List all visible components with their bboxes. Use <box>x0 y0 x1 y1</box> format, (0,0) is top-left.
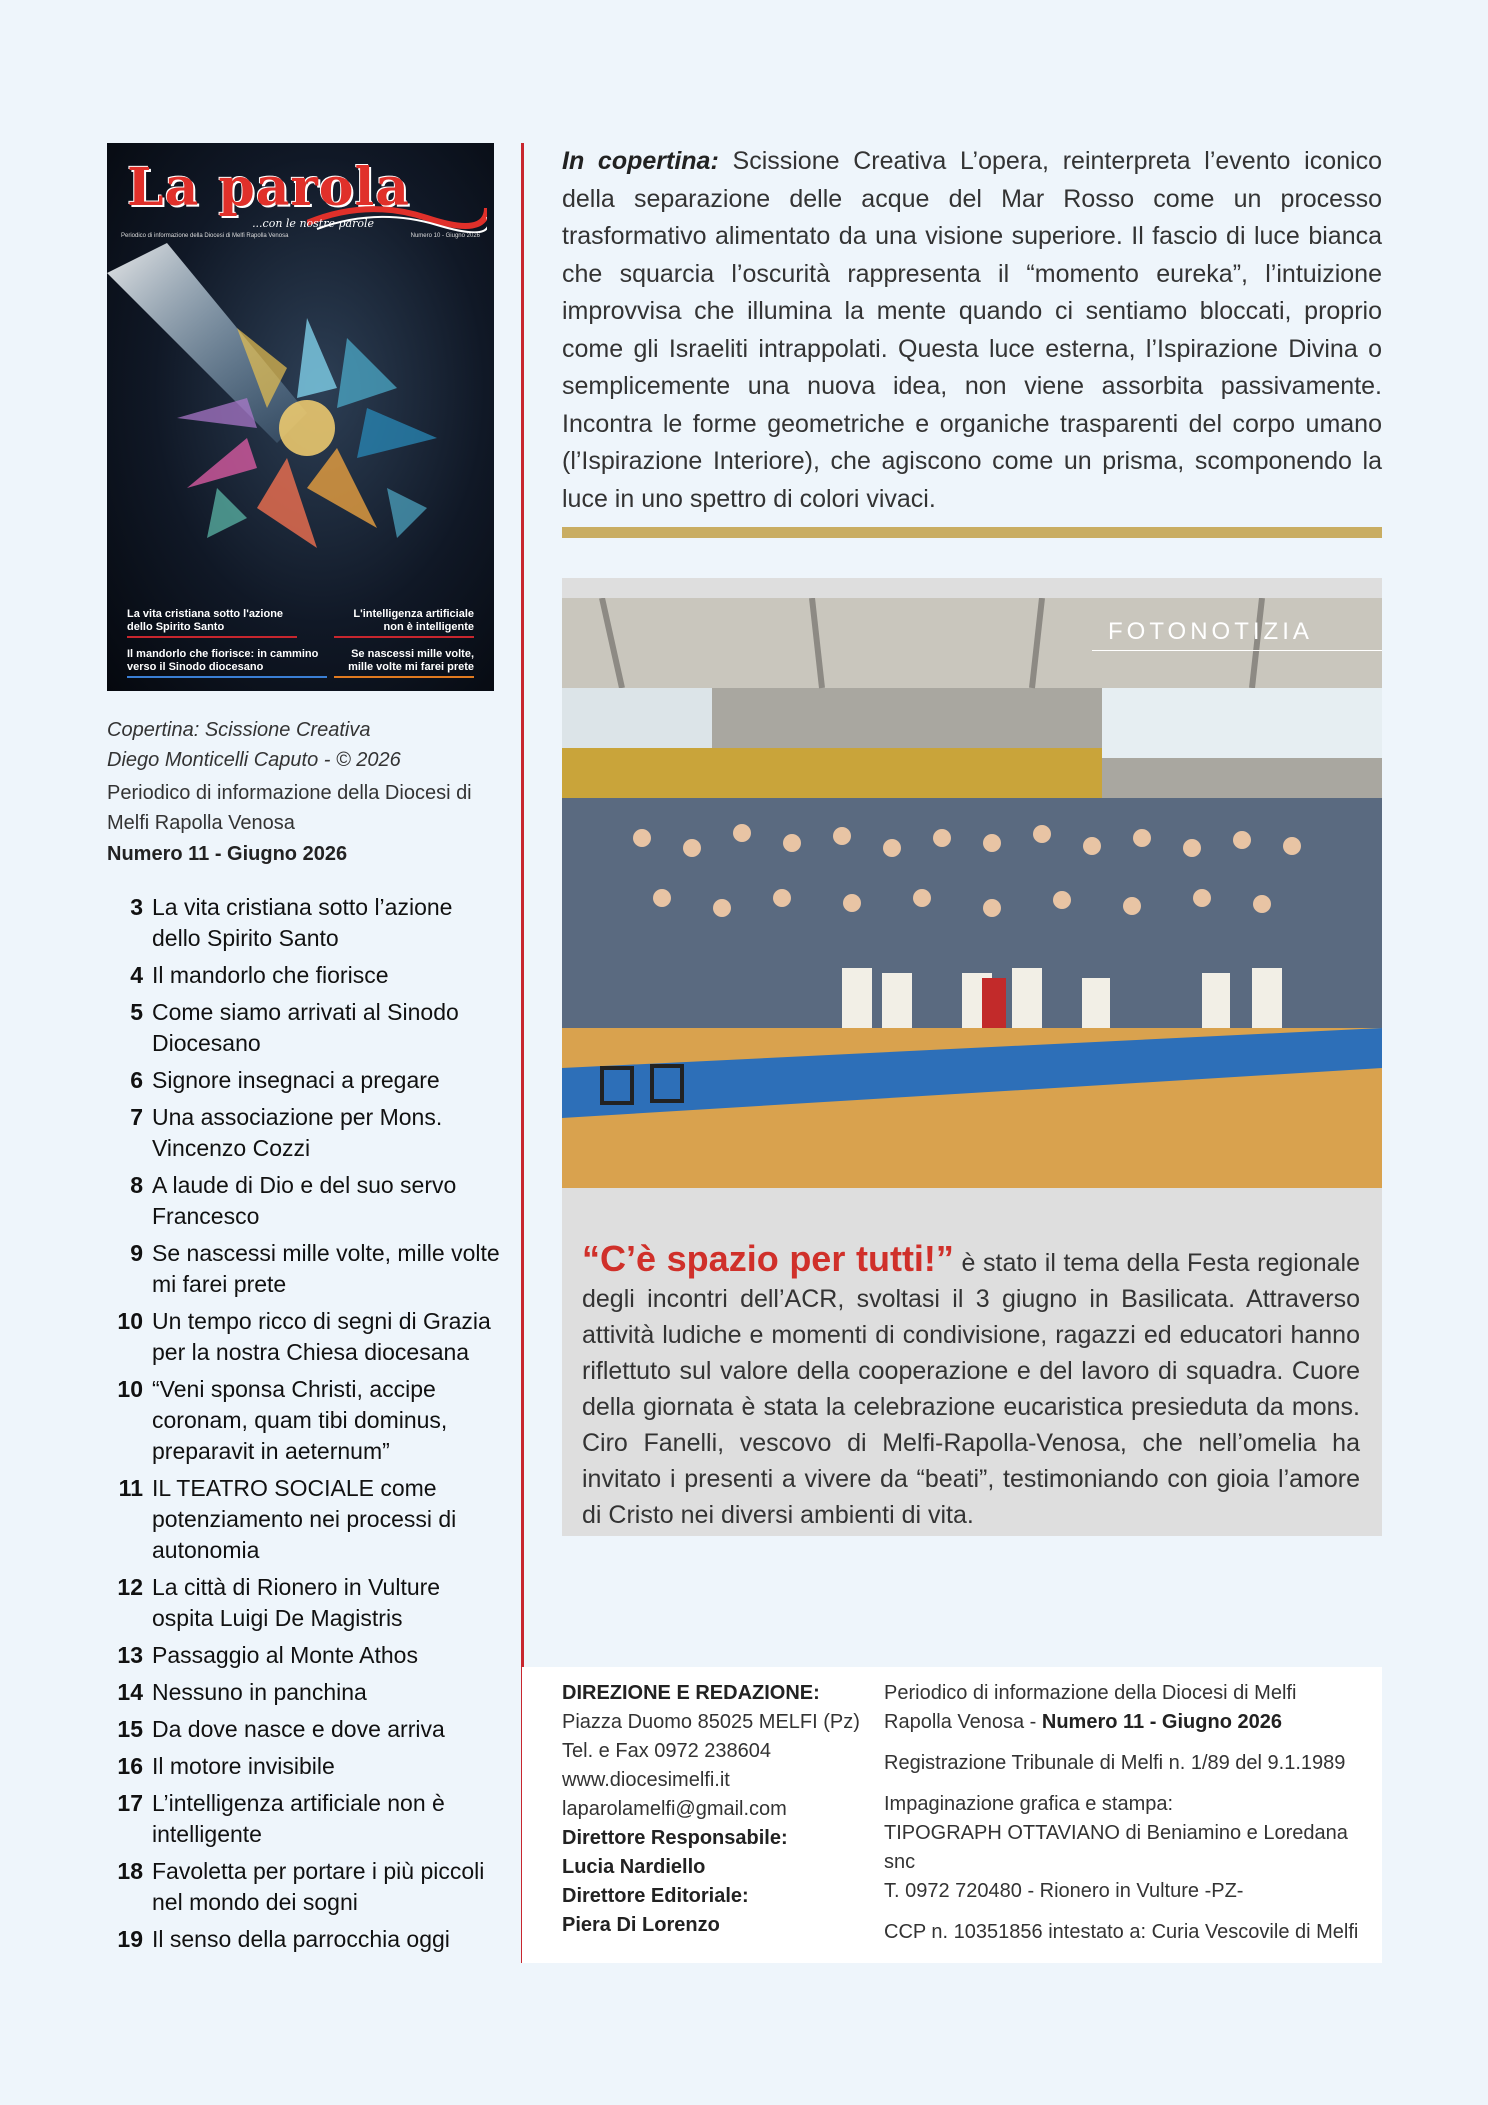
toc-title: Passaggio al Monte Athos <box>152 1642 418 1668</box>
toc-page-number: 17 <box>117 1790 143 1816</box>
toc-title: A laude di Dio e del suo servo Francesco <box>152 1172 457 1229</box>
toc-title: Una associazione per Mons. Vincenzo Cozzi <box>152 1104 443 1161</box>
cover-masthead: La parola <box>127 157 410 218</box>
toc-page-number: 9 <box>130 1240 143 1266</box>
toc-title: Come siamo arrivati al Sinodo Diocesano <box>152 999 459 1056</box>
toc-title: Nessuno in panchina <box>152 1679 367 1705</box>
toc-page-number: 19 <box>117 1926 143 1952</box>
cover-description-lead: In copertina: <box>562 147 719 175</box>
toc-item[interactable] <box>107 997 507 1059</box>
fotonotizia-body: è stato il tema della Festa regionale degli incontri dell’ACR, svoltasi il 3 giugno in Basilicata. Attraverso attività ludiche e momenti di condivisione, ragazzi ed educatori hanno riflettuto sul valore della cooperazione e del lavoro di squadra. Cuore della giornata è stata la celebrazione eucaristica presieduta da mons. Ciro Fanelli, vescovo di Melfi-Rapolla-Venosa, che nell’omelia ha invitato i presenti a vivere da “beati”, testimoniando con gioia l’amore di Cristo nei diversi ambienti di vita. <box>582 1249 1361 1529</box>
toc-page-number: 15 <box>117 1716 143 1742</box>
group-photo <box>562 598 1382 1188</box>
toc-title: Un tempo ricco di segni di Grazia per la nostra Chiesa diocesana <box>152 1308 491 1365</box>
toc-page-number: 12 <box>117 1574 143 1600</box>
toc-item[interactable] <box>107 1856 507 1918</box>
toc-page-number: 13 <box>117 1642 143 1668</box>
toc-item[interactable] <box>107 892 507 954</box>
dir-edit-name: Piera Di Lorenzo <box>562 1914 720 1936</box>
cover-description <box>562 143 1382 518</box>
cover-teaser-2: L'intelligenza artificiale non è intelligente <box>334 608 474 638</box>
toc-item[interactable] <box>107 1677 507 1708</box>
fotonotizia-box <box>562 578 1382 1536</box>
toc-title: Il mandorlo che fiorisce <box>152 962 389 988</box>
toc-title: La città di Rionero in Vulture ospita Luigi De Magistris <box>152 1574 441 1631</box>
cover-teaser-1: La vita cristiana sotto l'azione dello Spirito Santo <box>127 608 297 638</box>
prism-artwork <box>107 243 494 603</box>
fotonotizia-label: FOTONOTIZIA <box>1092 618 1382 651</box>
toc-page-number: 3 <box>130 894 143 920</box>
website-link[interactable]: www.diocesimelfi.it <box>562 1769 730 1791</box>
fotonotizia-text <box>582 1238 1361 1533</box>
toc-page-number: 8 <box>130 1172 143 1198</box>
cover-strip-right: Numero 10 - Giugno 2026 <box>410 233 480 239</box>
colophon-issue: Numero 11 - Giugno 2026 <box>1041 1711 1282 1733</box>
periodico-description: Periodico di informazione della Diocesi di Melfi Rapolla Venosa <box>107 782 472 834</box>
cover-credit-title: Copertina: Scissione Creativa <box>107 719 371 741</box>
dir-resp-name: Lucia Nardiello <box>562 1856 706 1878</box>
phone: Tel. e Fax 0972 238604 <box>562 1740 772 1762</box>
colophon-periodico: Periodico di informazione della Diocesi di Melfi Rapolla Venosa - Numero 11 - Giugno 2026 <box>884 1682 1297 1733</box>
toc-title: La vita cristiana sotto l’azione dello Spirito Santo <box>152 894 453 951</box>
toc-title: Favoletta per portare i più piccoli nel mondo dei sogni <box>152 1858 485 1915</box>
toc-page-number: 7 <box>130 1104 143 1130</box>
toc-item[interactable] <box>107 1102 507 1164</box>
toc-page-number: 10 <box>117 1308 143 1334</box>
direzione-label: DIREZIONE E REDAZIONE: <box>562 1682 820 1704</box>
toc-item[interactable] <box>107 1572 507 1634</box>
cover-strip-left: Periodico di informazione della Diocesi di Melfi Rapolla Venosa <box>121 233 289 239</box>
toc-title: Il motore invisibile <box>152 1753 335 1779</box>
cover-description-body: Scissione Creativa L’opera, reinterpreta l’evento iconico della separazione delle acque del Mar Rosso come un processo trasformativo alimentato da una visione superiore. Il fascio di luce bianca che squarcia l’oscurità rappresenta il “momento eureka”, l’intuizione improvvisa che illumina la mente quando ci sentiamo bloccati, proprio come gli Israeliti intrappolati. Questa luce esterna, l’Ispirazione Divina o semplicemente una nuova idea, non viene assorbita passivamente. Incontra le forme geometriche e organiche trasparenti del corpo umano (l’Ispirazione Interiore), che agiscono come un prisma, scomponendo la luce in uno spettro di colori vivaci. <box>562 147 1382 513</box>
dir-resp-label: Direttore Responsabile: <box>562 1827 788 1849</box>
toc-item[interactable] <box>107 1640 507 1671</box>
toc-title: Il senso della parrocchia oggi <box>152 1926 450 1952</box>
toc-page-number: 10 <box>117 1376 143 1402</box>
cover-credit <box>107 715 497 775</box>
toc-item[interactable] <box>107 1306 507 1368</box>
toc-page-number: 5 <box>130 999 143 1025</box>
email-link[interactable]: laparolamelfi@gmail.com <box>562 1798 787 1820</box>
toc-item[interactable] <box>107 1374 507 1467</box>
toc-title: IL TEATRO SOCIALE come potenziamento nei processi di autonomia <box>152 1475 457 1563</box>
dir-edit-label: Direttore Editoriale: <box>562 1885 749 1907</box>
toc-title: L’intelligenza artificiale non è intelligente <box>152 1790 445 1847</box>
toc-title: Da dove nasce e dove arriva <box>152 1716 445 1742</box>
toc-item[interactable] <box>107 1751 507 1782</box>
toc-page-number: 18 <box>117 1858 143 1884</box>
table-of-contents <box>107 892 507 1961</box>
colophon-info <box>884 1679 1364 1959</box>
cover-image <box>107 143 494 691</box>
toc-item[interactable] <box>107 1714 507 1745</box>
fotonotizia-headline: “C’è spazio per tutti!” <box>582 1238 954 1279</box>
toc-page-number: 16 <box>117 1753 143 1779</box>
ccp-info: CCP n. 10351856 intestato a: Curia Vescovile di Melfi <box>884 1921 1359 1943</box>
toc-item[interactable] <box>107 1065 507 1096</box>
toc-page-number: 6 <box>130 1067 143 1093</box>
toc-item[interactable] <box>107 1238 507 1300</box>
colophon <box>522 1667 1382 1963</box>
registration: Registrazione Tribunale di Melfi n. 1/89 del 9.1.1989 <box>884 1752 1346 1774</box>
cover-credit-author: Diego Monticelli Caputo - © 2026 <box>107 749 401 771</box>
toc-page-number: 11 <box>118 1475 143 1501</box>
toc-title: “Veni sponsa Christi, accipe coronam, quam tibi dominus, preparavit in aeternum” <box>152 1376 448 1464</box>
gold-divider <box>562 527 1382 538</box>
toc-page-number: 4 <box>130 962 143 988</box>
toc-item[interactable] <box>107 1788 507 1850</box>
address: Piazza Duomo 85025 MELFI (Pz) <box>562 1711 860 1733</box>
toc-item[interactable] <box>107 1170 507 1232</box>
colophon-contacts <box>562 1679 862 1940</box>
printing-info: Impaginazione grafica e stampa: TIPOGRAPH OTTAVIANO di Beniamino e Loredana snc T. 0972 720480 - Rionero in Vulture -PZ- <box>884 1793 1348 1902</box>
cover-subtitle: ...con le nostre parole <box>252 217 374 230</box>
cover-teaser-3: Il mandorlo che fiorisce: in cammino verso il Sinodo diocesano <box>127 648 327 678</box>
cover-teaser-4: Se nascessi mille volte, mille volte mi farei prete <box>334 648 474 678</box>
toc-item[interactable] <box>107 1924 507 1955</box>
toc-title: Se nascessi mille volte, mille volte mi farei prete <box>152 1240 500 1297</box>
toc-page-number: 14 <box>117 1679 143 1705</box>
issue-number: Numero 11 - Giugno 2026 <box>107 843 348 865</box>
toc-item[interactable] <box>107 960 507 991</box>
toc-title: Signore insegnaci a pregare <box>152 1067 440 1093</box>
toc-item[interactable] <box>107 1473 507 1566</box>
